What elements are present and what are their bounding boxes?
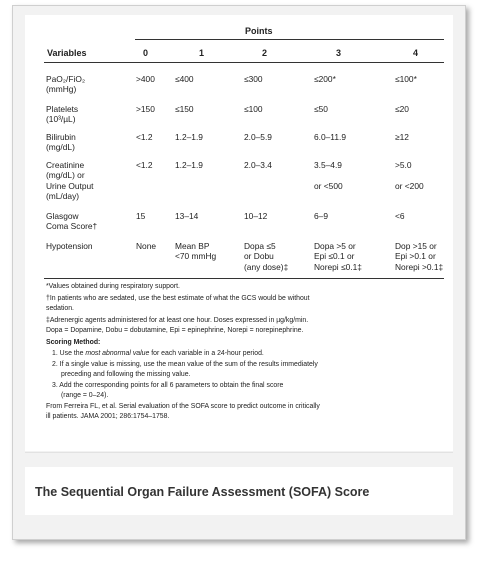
reference-line-1: From Ferreira FL, et al. Serial evaluation of the SOFA score to predict outcome in critically (46, 403, 320, 410)
footnote-2-cont: sedation. (46, 305, 74, 312)
cell-points-1: ≤150 (175, 104, 194, 114)
footnote-1: *Values obtained during respiratory support. (46, 283, 180, 290)
cell-points-0: >150 (136, 104, 155, 114)
cell-points-3: ≤200* (314, 74, 336, 84)
row-variable: Platelets (10³/µL) (46, 104, 79, 125)
col-0: 0 (143, 48, 149, 58)
cell-points-2: ≤100 (244, 104, 263, 114)
image-frame (12, 5, 466, 540)
cell-points-1: 1.2–1.9 (175, 160, 203, 170)
cell-points-2: 2.0–5.9 (244, 132, 272, 142)
cell-points-3: 6.0–11.9 (314, 132, 346, 142)
cell-points-1: 1.2–1.9 (175, 132, 203, 142)
cell-points-0: <1.2 (136, 160, 153, 170)
cell-points-3: Dopa >5 or Epi ≤0.1 or Norepi ≤0.1‡ (314, 241, 362, 272)
table-bottom-rule (44, 278, 444, 279)
row-variable: Creatinine (mg/dL) or Urine Output (mL/day) (46, 160, 94, 202)
cell-points-3: 6–9 (314, 211, 328, 221)
col-4: 4 (413, 48, 419, 58)
method-step-3-cont: (range = 0–24). (61, 392, 109, 399)
row-variable: PaO₂/FiO₂ (mmHg) (46, 74, 86, 95)
cell-points-1: ≤400 (175, 74, 194, 84)
scoring-method-title: Scoring Method: (46, 339, 101, 346)
reference-line-2: ill patients. JAMA 2001; 286:1754–1758. (46, 413, 170, 420)
cell-points-4: ≤20 (395, 104, 409, 114)
col-2: 2 (262, 48, 268, 58)
cell-points-1: Mean BP <70 mmHg (175, 241, 217, 262)
row-variable: Glasgow Coma Score† (46, 211, 98, 232)
footnote-3: ‡Adrenergic agents administered for at least one hour. Doses expressed in µg/kg/min. (46, 317, 309, 324)
sofa-table-image (25, 15, 453, 451)
cell-points-2: ≤300 (244, 74, 263, 84)
cell-points-3: 3.5–4.9 or <500 (314, 160, 343, 191)
row-variable: Hypotension (46, 241, 93, 251)
cell-points-0: None (136, 241, 157, 251)
method-step-2: 2. If a single value is missing, use the mean value of the sum of the results immediately (52, 361, 318, 368)
method-step-3: 3. Add the corresponding points for all 6 parameters to obtain the final score (52, 382, 284, 389)
col-variables: Variables (47, 48, 87, 58)
method-step-2-cont: preceding and following the missing value. (61, 371, 191, 378)
cell-points-2: 10–12 (244, 211, 268, 221)
cell-points-4: ≥12 (395, 132, 409, 142)
method-step-1: 1. Use the most abnormal value for each variable in a 24-hour period. (52, 350, 264, 357)
cell-points-0: 15 (136, 211, 146, 221)
row-variable: Bilirubin (mg/dL) (46, 132, 76, 153)
cell-points-1: 13–14 (175, 211, 199, 221)
header-rule (44, 62, 444, 63)
points-underline (135, 39, 444, 40)
footnote-2: †In patients who are sedated, use the best estimate of what the GCS would be without (46, 295, 310, 302)
col-3: 3 (336, 48, 342, 58)
points-header: Points (245, 26, 273, 36)
cell-points-3: ≤50 (314, 104, 328, 114)
footnote-3-abbrev: Dopa = Dopamine, Dobu = dobutamine, Epi = epinephrine, Norepi = norepinephrine. (46, 327, 304, 334)
cell-points-2: 2.0–3.4 (244, 160, 272, 170)
cell-points-0: >400 (136, 74, 155, 84)
caption-divider (25, 452, 453, 453)
cell-points-4: Dop >15 or Epi >0.1 or Norepi >0.1‡ (395, 241, 444, 272)
col-1: 1 (199, 48, 205, 58)
caption-panel (25, 467, 453, 515)
cell-points-4: <6 (395, 211, 405, 221)
cell-points-0: <1.2 (136, 132, 153, 142)
cell-points-4: >5.0 or <200 (395, 160, 424, 191)
cell-points-2: Dopa ≤5 or Dobu (any dose)‡ (244, 241, 289, 272)
cell-points-4: ≤100* (395, 74, 417, 84)
figure-caption: The Sequential Organ Failure Assessment (SOFA) Score (35, 485, 370, 499)
